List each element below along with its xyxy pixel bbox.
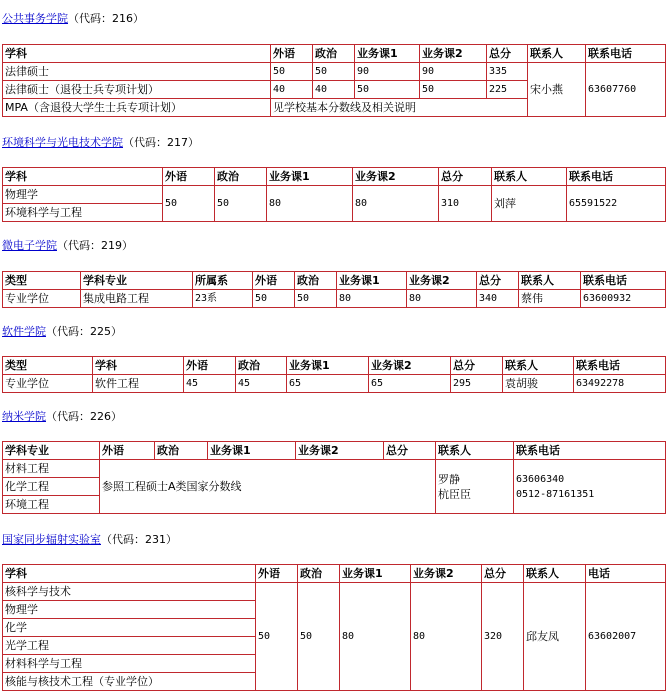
header-cell: 业务课1 — [267, 168, 353, 186]
score-cell: 45 — [236, 375, 287, 393]
table-row — [3, 290, 666, 308]
phone-cell: 63492278 — [574, 375, 666, 393]
header-cell: 外语 — [100, 442, 155, 460]
college-link[interactable]: 公共事务学院 — [2, 12, 68, 25]
header-cell: 类型 — [3, 357, 93, 375]
header-cell: 联系人 — [519, 272, 581, 290]
header-cell: 外语 — [163, 168, 215, 186]
note-cell: 参照工程硕士A类国家分数线 — [100, 460, 436, 514]
subject-cell: 软件工程 — [93, 375, 184, 393]
contact-cell: 刘萍 — [492, 186, 567, 222]
contact-cell: 蔡伟 — [519, 290, 581, 308]
phone-cell: 65591522 — [567, 186, 666, 222]
contact-cell: 邱友凤 — [524, 583, 586, 691]
score-cell: 50 — [313, 63, 355, 81]
college-link[interactable]: 软件学院 — [2, 325, 46, 338]
header-cell: 学科 — [3, 168, 163, 186]
subject-cell: 环境工程 — [3, 496, 100, 514]
section-heading — [2, 533, 177, 547]
score-cell: 65 — [369, 375, 451, 393]
contact-cell: 袁胡骏 — [503, 375, 574, 393]
table-header-row — [3, 272, 666, 290]
subject-cell: 物理学 — [3, 186, 163, 204]
header-cell: 联系电话 — [567, 168, 666, 186]
college-code: （代码：216） — [68, 12, 144, 25]
header-cell: 外语 — [256, 565, 298, 583]
header-cell: 学科 — [3, 565, 256, 583]
section-heading — [2, 410, 122, 424]
header-cell: 业务课2 — [420, 45, 487, 63]
table-row — [3, 186, 666, 204]
header-cell: 政治 — [295, 272, 337, 290]
header-cell: 业务课1 — [355, 45, 420, 63]
header-cell: 政治 — [155, 442, 208, 460]
score-cell: 50 — [295, 290, 337, 308]
college-link[interactable]: 微电子学院 — [2, 239, 57, 252]
score-table — [2, 564, 666, 691]
header-cell: 联系人 — [492, 168, 567, 186]
score-cell: 80 — [337, 290, 407, 308]
type-cell: 专业学位 — [3, 290, 81, 308]
phone-cell: 63600932 — [581, 290, 666, 308]
section-heading — [2, 325, 122, 339]
college-link[interactable]: 纳米学院 — [2, 410, 46, 423]
score-cell: 45 — [184, 375, 236, 393]
header-cell: 总分 — [487, 45, 528, 63]
header-cell: 业务课2 — [407, 272, 477, 290]
table-header-row — [3, 357, 666, 375]
header-cell: 业务课2 — [411, 565, 482, 583]
contact-cell: 宋小燕 — [528, 63, 586, 117]
contact-name: 杭臣臣 — [438, 487, 471, 501]
subject-cell: 环境科学与工程 — [3, 204, 163, 222]
header-cell: 总分 — [477, 272, 519, 290]
header-cell: 学科专业 — [3, 442, 100, 460]
score-cell: 90 — [420, 63, 487, 81]
header-cell: 联系人 — [524, 565, 586, 583]
table-row — [3, 63, 666, 81]
table-row — [3, 583, 666, 601]
header-cell: 联系电话 — [514, 442, 666, 460]
subject-cell: 核能与核技术工程（专业学位） — [3, 673, 256, 691]
score-cell: 50 — [253, 290, 295, 308]
score-cell: 225 — [487, 81, 528, 99]
score-cell: 320 — [482, 583, 524, 691]
header-cell: 业务课1 — [208, 442, 296, 460]
score-table — [2, 167, 666, 222]
header-cell: 电话 — [586, 565, 666, 583]
header-cell: 外语 — [184, 357, 236, 375]
score-cell: 90 — [355, 63, 420, 81]
section-heading — [2, 12, 144, 26]
score-cell: 40 — [271, 81, 313, 99]
score-cell: 340 — [477, 290, 519, 308]
college-code: （代码：225） — [46, 325, 122, 338]
score-cell: 50 — [271, 63, 313, 81]
score-cell: 80 — [267, 186, 353, 222]
college-code: （代码：219） — [57, 239, 133, 252]
college-code: （代码：226） — [46, 410, 122, 423]
header-cell: 外语 — [271, 45, 313, 63]
header-cell: 业务课2 — [296, 442, 384, 460]
score-cell: 80 — [353, 186, 439, 222]
phone-number: 0512-87161351 — [516, 488, 595, 500]
type-cell: 专业学位 — [3, 375, 93, 393]
score-cell: 310 — [439, 186, 492, 222]
subject-cell: 光学工程 — [3, 637, 256, 655]
table-header-row — [3, 565, 666, 583]
table-header-row — [3, 168, 666, 186]
dept-cell: 23系 — [193, 290, 253, 308]
score-cell: 50 — [420, 81, 487, 99]
header-cell: 总分 — [384, 442, 436, 460]
score-cell: 40 — [313, 81, 355, 99]
table-row — [3, 375, 666, 393]
score-cell: 65 — [287, 375, 369, 393]
section-heading — [2, 136, 199, 150]
score-cell: 50 — [298, 583, 340, 691]
subject-cell: 核科学与技术 — [3, 583, 256, 601]
score-cell: 295 — [451, 375, 503, 393]
subject-cell: 化学 — [3, 619, 256, 637]
score-table — [2, 44, 666, 117]
subject-cell: MPA（含退役大学生士兵专项计划） — [3, 99, 271, 117]
contact-name: 罗静 — [438, 472, 460, 486]
header-cell: 学科 — [93, 357, 184, 375]
score-table — [2, 441, 666, 514]
subject-cell: 材料科学与工程 — [3, 655, 256, 673]
header-cell: 联系电话 — [581, 272, 666, 290]
table-header-row — [3, 45, 666, 63]
header-cell: 联系电话 — [586, 45, 666, 63]
table-row — [3, 460, 666, 478]
college-code: （代码：231） — [101, 533, 177, 546]
table-header-row — [3, 442, 666, 460]
score-table — [2, 356, 666, 393]
header-cell: 总分 — [482, 565, 524, 583]
header-cell: 联系电话 — [574, 357, 666, 375]
college-code: （代码：217） — [123, 136, 199, 149]
subject-cell: 集成电路工程 — [81, 290, 193, 308]
header-cell: 业务课1 — [337, 272, 407, 290]
header-cell: 联系人 — [503, 357, 574, 375]
header-cell: 政治 — [215, 168, 267, 186]
header-cell: 业务课1 — [287, 357, 369, 375]
score-cell: 335 — [487, 63, 528, 81]
header-cell: 学科 — [3, 45, 271, 63]
score-cell: 80 — [411, 583, 482, 691]
header-cell: 业务课1 — [340, 565, 411, 583]
header-cell: 政治 — [313, 45, 355, 63]
header-cell: 联系人 — [528, 45, 586, 63]
note-cell: 见学校基本分数线及相关说明 — [271, 99, 528, 117]
subject-cell: 材料工程 — [3, 460, 100, 478]
header-cell: 业务课2 — [353, 168, 439, 186]
header-cell: 所属系 — [193, 272, 253, 290]
phone-number: 63606340 — [516, 473, 565, 485]
subject-cell: 法律硕士 — [3, 63, 271, 81]
score-cell: 50 — [163, 186, 215, 222]
score-table — [2, 271, 666, 308]
score-cell: 50 — [256, 583, 298, 691]
subject-cell: 法律硕士（退役士兵专项计划） — [3, 81, 271, 99]
college-link[interactable]: 环境科学与光电技术学院 — [2, 136, 123, 149]
contact-cell — [436, 460, 514, 514]
header-cell: 类型 — [3, 272, 81, 290]
phone-cell: 63607760 — [586, 63, 666, 117]
score-cell: 80 — [340, 583, 411, 691]
header-cell: 政治 — [236, 357, 287, 375]
header-cell: 政治 — [298, 565, 340, 583]
score-cell: 50 — [215, 186, 267, 222]
score-cell: 80 — [407, 290, 477, 308]
header-cell: 外语 — [253, 272, 295, 290]
phone-cell — [514, 460, 666, 514]
subject-cell: 物理学 — [3, 601, 256, 619]
college-link[interactable]: 国家同步辐射实验室 — [2, 533, 101, 546]
subject-cell: 化学工程 — [3, 478, 100, 496]
header-cell: 联系人 — [436, 442, 514, 460]
score-cell: 50 — [355, 81, 420, 99]
header-cell: 业务课2 — [369, 357, 451, 375]
header-cell: 总分 — [451, 357, 503, 375]
header-cell: 总分 — [439, 168, 492, 186]
section-heading — [2, 239, 133, 253]
header-cell: 学科专业 — [81, 272, 193, 290]
phone-cell: 63602007 — [586, 583, 666, 691]
